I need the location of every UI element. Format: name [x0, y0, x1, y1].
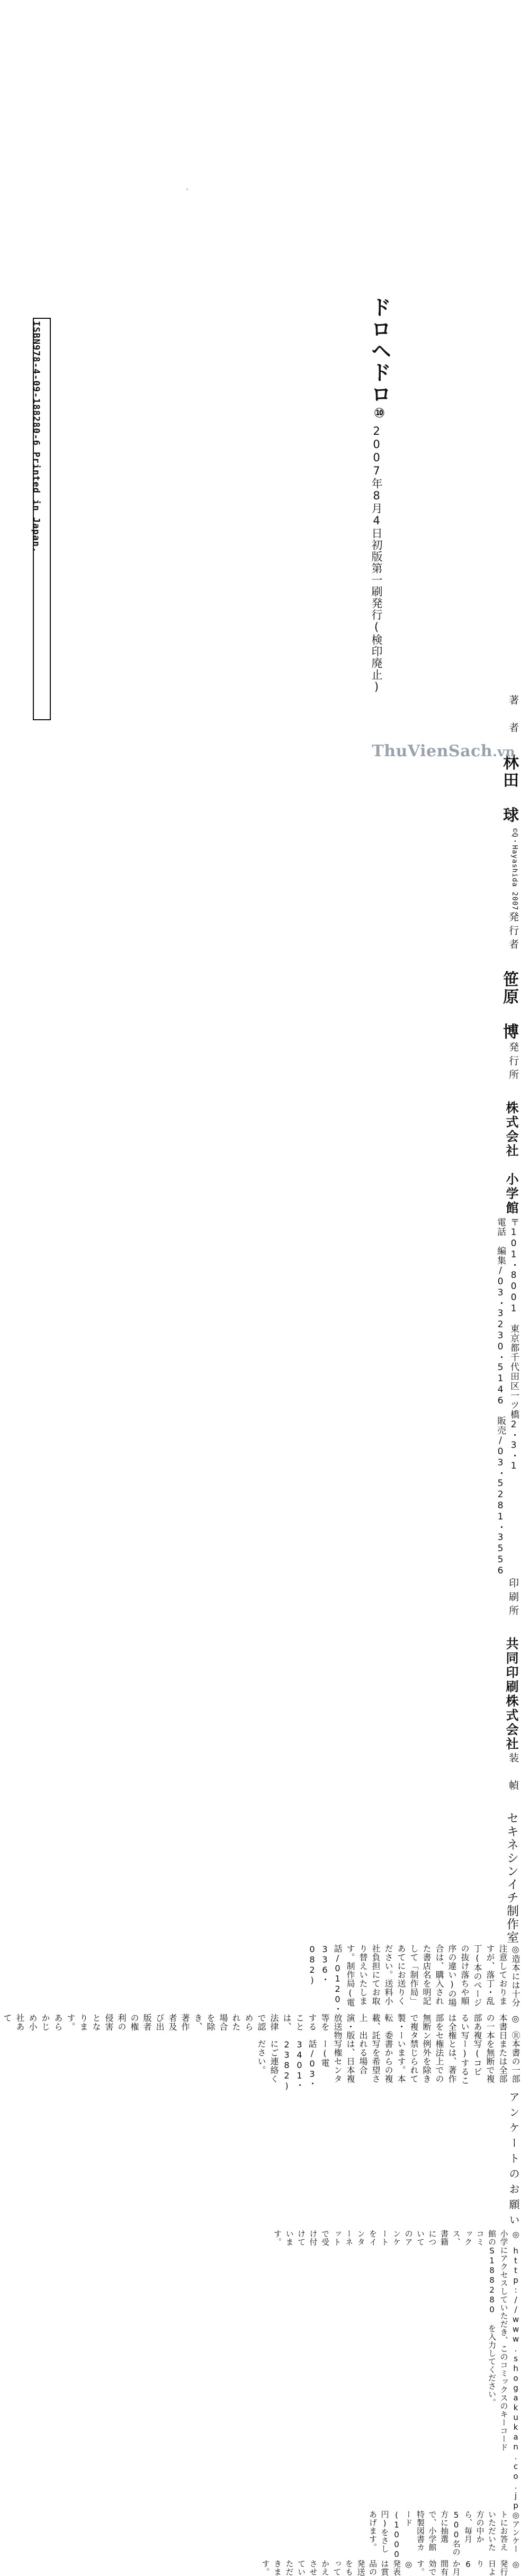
survey-title: アンケートのお願い — [507, 2091, 520, 2230]
entry-publisher — [490, 1041, 521, 1577]
book-title — [364, 297, 394, 422]
legal-notes — [0, 1944, 522, 2091]
site-watermark — [372, 742, 515, 761]
entry-author — [492, 694, 521, 910]
entry-publisher-person — [492, 910, 521, 1041]
publisher-address-line-2: 電話 編集/03・3230・5146 販売/03・5281・3556 — [495, 1218, 506, 1577]
page-artifact-dot — [186, 189, 188, 190]
entry-printer — [497, 1577, 521, 1751]
publisher-address-line-1: 〒101・8001 東京都千代田区一ツ橋2・3・1 — [508, 1218, 519, 1472]
entry-publisher-person-label: 発行者 — [507, 911, 519, 953]
entry-publisher-person-value: 笹原 博 — [500, 971, 518, 1041]
book-title-text: ドロヘドロ — [367, 297, 391, 405]
publisher-address — [494, 1218, 521, 1577]
entry-author-value: 林田 球 — [500, 754, 518, 824]
entry-publisher-value: 株式会社 小学館 — [504, 1101, 518, 1216]
survey-item: ◎小学館のコミックス、書籍についてのアンケートをインターネットで受け付けています。 — [273, 2229, 521, 2246]
publication-date: 2007年8月4日初版第一刷発行(検印廃止) — [370, 425, 383, 694]
entry-printer-value: 共同印刷株式会社 — [504, 1637, 518, 1752]
survey-item: ◎発行日より6か月間有効です。◎発表は賞品の発送をもってかえさせていただきます。 — [261, 2559, 521, 2576]
survey-item: ◎アンケートにお答えいただいた方の中から、毎月500名の方に抽選で、小学館特製図書カード(1000円)をさしあげます。 — [368, 2510, 521, 2560]
entry-printer-label: 印刷所 — [507, 1578, 519, 1620]
entry-publisher-label: 発行所 — [507, 1042, 519, 1084]
legal-note: Ⓡ日本複写権センター委託出版物 — [333, 2031, 521, 2040]
entry-design-label: 装 幀 — [507, 1752, 519, 1794]
entry-author-label: 著 者 — [507, 695, 519, 736]
legal-note: 本書の一部または全部を無断で複写(コピー)することは、著作権法上での例外を除き禁じられています。本書からの複写を希望される場合は、日本複写権センター(電話/03・3401・2382)にご連絡ください。 — [256, 2040, 521, 2091]
title-block — [364, 297, 394, 694]
watermark-text: ThuVienSach — [372, 742, 493, 761]
volume-number: ⑩ — [372, 405, 387, 422]
survey-block — [257, 2091, 522, 2576]
legal-note: ◎本書の一部あるいは全部を無断で複製・転載、上演・放送等をすることは、法律で認められた場合を除き、著作者及び出版者の権利の侵害となります。あらかじめ小社あて — [2, 2013, 521, 2031]
copyright-notice: ©Q・Hayashida 2007 — [510, 828, 518, 911]
watermark-suffix: .vn — [492, 744, 515, 759]
entry-design-value: セキネシンイチ制作室 — [505, 1812, 518, 1945]
survey-item: http://www.shogakukan.co.jp にアクセスしていただき、このコミックスのキーコード S188280 を入力してください。 — [487, 2246, 521, 2511]
legal-note: ◎造本には十分注意しておりますが、落丁・乱丁(本のページの抜け落ちや順序の違い)の場合は、購入された書店名を明記して「制作局」あてにお送りください。送料小社負担にてお取り替えいたします。制作局(電話/0120・336・082) — [307, 1944, 521, 2014]
isbn-text: ISBN978-4-09-188280-6 Printed in Japan. — [31, 321, 41, 553]
entry-design — [498, 1751, 521, 1944]
